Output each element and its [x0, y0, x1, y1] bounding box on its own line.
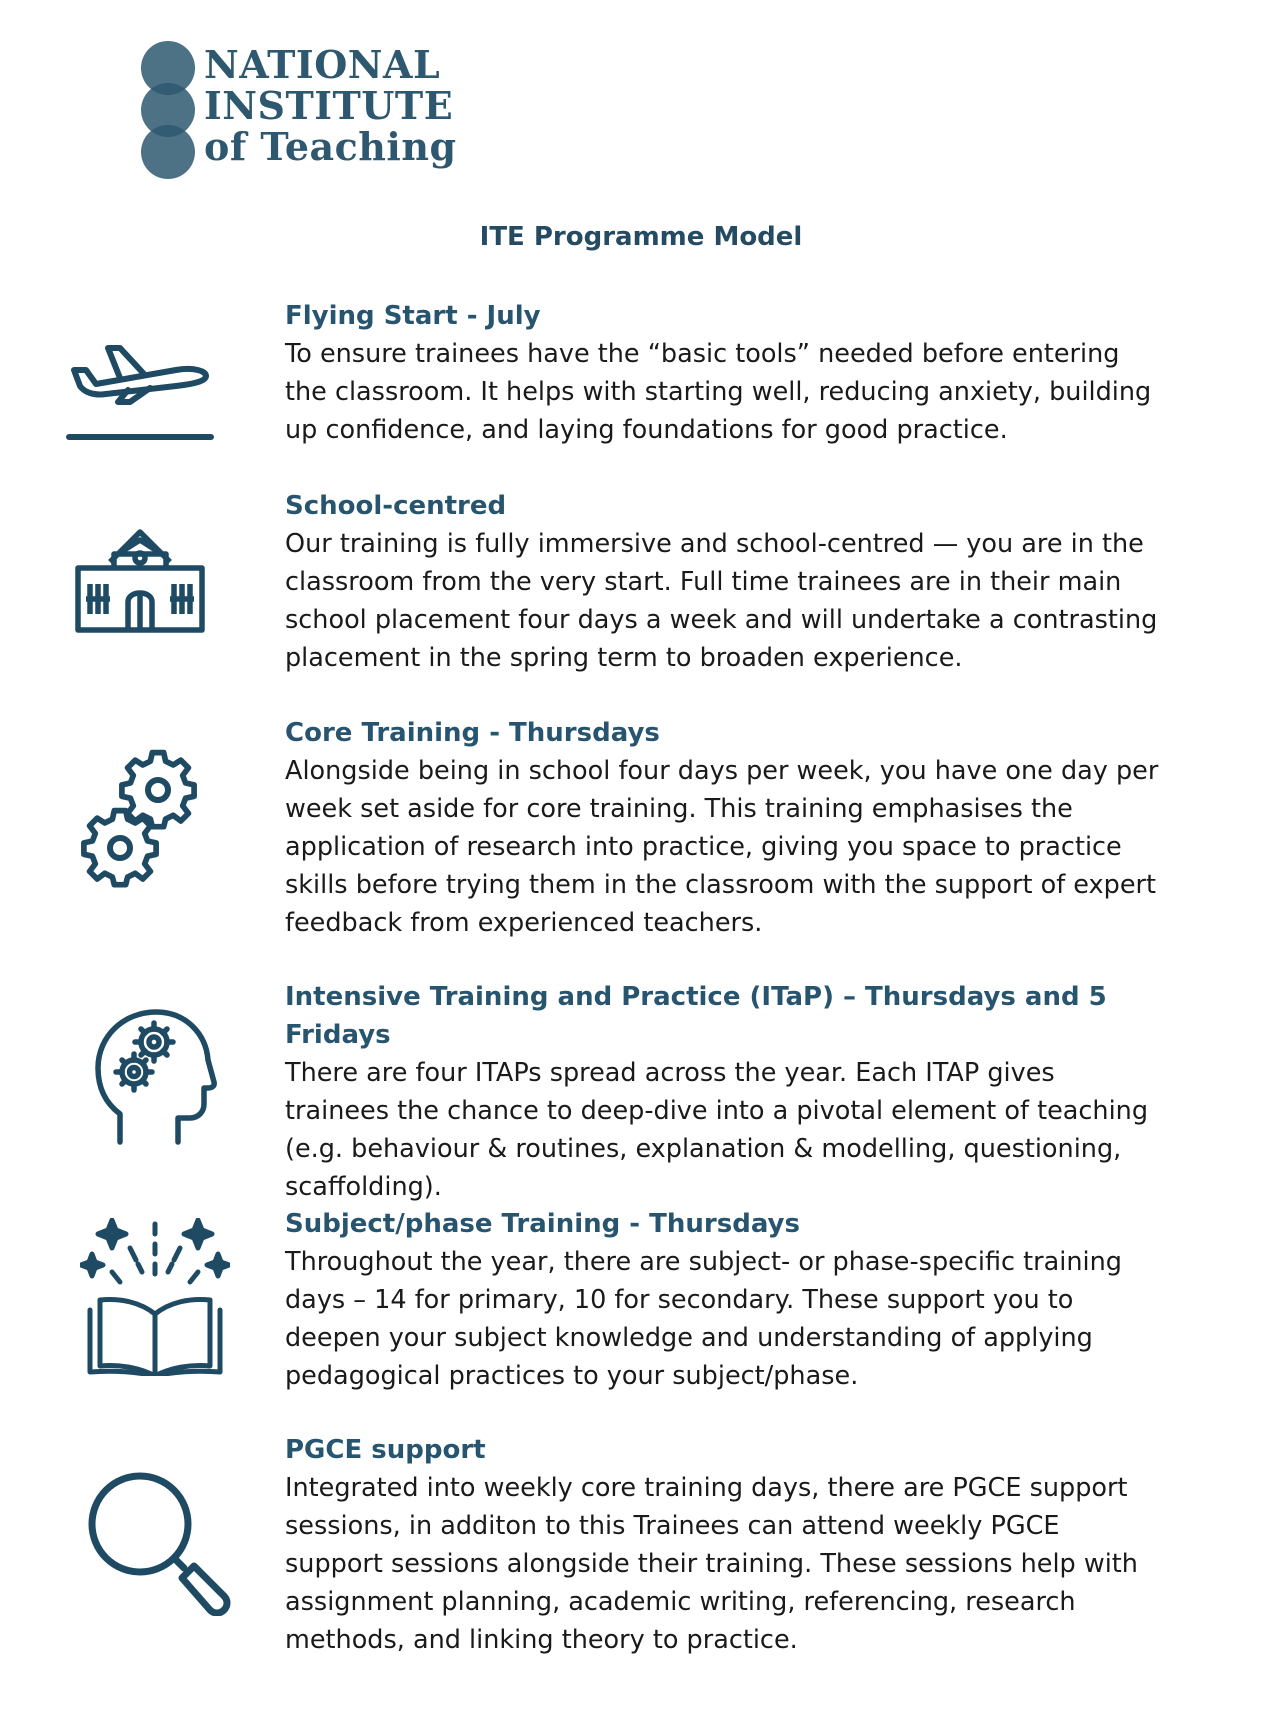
section-body: Throughout the year, there are subject- or phase-specific training days – 14 for primary, 10 for secondary. These support you to deepen your subject knowledge and understanding of applying pedagogical practices to your subject/phase. — [285, 1247, 1122, 1391]
section-body: Alongside being in school four days per week, you have one day per week set aside for core training. This training emphasises the application of research into practice, giving you space to practice skills before trying them in the classroom with the support of expert feedback from experienced teachers. — [285, 756, 1159, 938]
section-heading: Flying Start - July — [285, 301, 541, 331]
logo-line-2: INSTITUTE — [204, 83, 454, 128]
section-pgce-support — [285, 1431, 1165, 1659]
section-heading: Subject/phase Training - Thursdays — [285, 1209, 800, 1239]
section-heading: Intensive Training and Practice (ITaP) – Thursdays and 5 Fridays — [285, 982, 1107, 1050]
section-subject-phase — [285, 1205, 1165, 1395]
section-body: To ensure trainees have the “basic tools” needed before entering the classroom. It helps with starting well, reducing anxiety, building up confidence, and laying foundations for good practice. — [285, 339, 1152, 445]
logo-line-1: NATIONAL — [204, 42, 441, 87]
document-title: ITE Programme Model — [479, 222, 803, 252]
logo-line-3: of Teaching — [204, 124, 457, 169]
section-body: There are four ITAPs spread across the year. Each ITAP gives trainees the chance to deep-dive into a pivotal element of teaching (e.g. behaviour & routines, explanation & modelling, questioning, scaffolding). — [285, 1058, 1149, 1202]
section-heading: PGCE support — [285, 1435, 486, 1465]
section-body: Integrated into weekly core training days, there are PGCE support sessions, in additon to this Trainees can attend weekly PGCE support sessions alongside their training. These sessions help with assignment planning, academic writing, referencing, research methods, and linking theory to practice. — [285, 1473, 1138, 1655]
airplane-takeoff-icon — [66, 340, 216, 445]
magnifying-glass-icon — [86, 1470, 232, 1616]
gears-icon — [80, 748, 200, 888]
logo-circles-icon — [140, 40, 196, 180]
head-gears-icon — [94, 1006, 218, 1146]
section-core-training — [285, 714, 1165, 942]
open-book-sparkles-icon — [80, 1218, 230, 1376]
section-flying-start — [285, 297, 1165, 449]
section-body: Our training is fully immersive and school-centred — you are in the classroom from the very start. Full time trainees are in their main school placement four days a week and will undertake a contrasting placement in the spring term to broaden experience. — [285, 529, 1158, 673]
section-itap — [285, 978, 1165, 1206]
school-building-icon — [74, 518, 206, 634]
section-heading: School-centred — [285, 491, 507, 521]
logo — [140, 40, 460, 180]
section-heading: Core Training - Thursdays — [285, 718, 660, 748]
logo-wordmark — [204, 44, 457, 167]
section-school-centred — [285, 487, 1165, 677]
